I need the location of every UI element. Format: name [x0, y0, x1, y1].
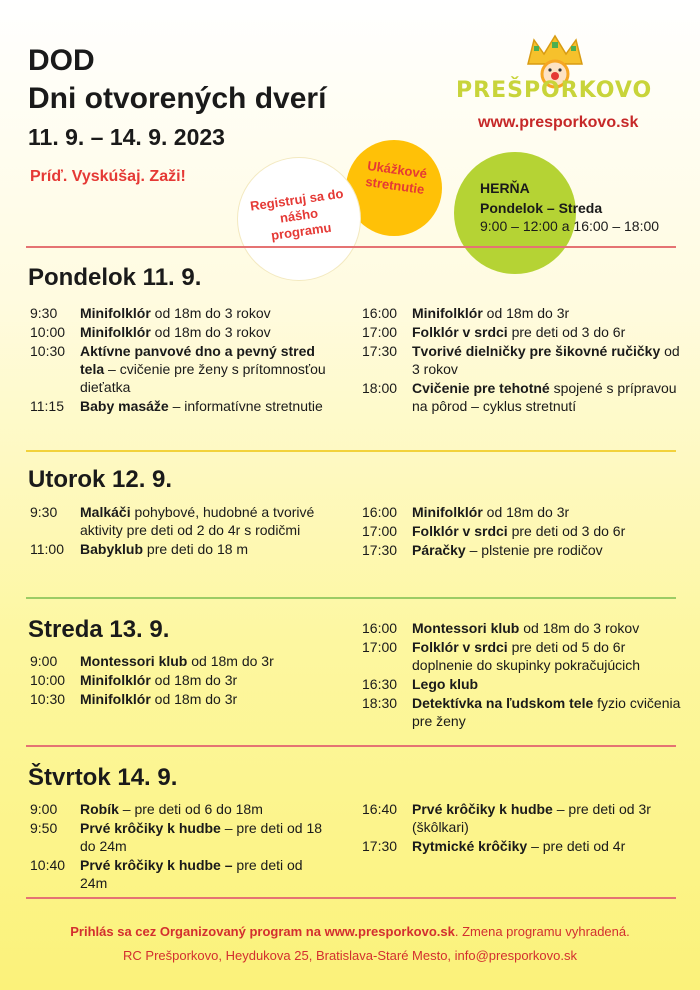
schedule-row: [30, 323, 330, 341]
activity-name: Montessori klub: [80, 653, 188, 669]
activity-details: od 18m do 3r: [150, 672, 238, 688]
title-dod: DOD: [28, 44, 95, 77]
schedule-tue-right: [362, 503, 682, 560]
activity-details: pre deti od 5 do 6r doplnenie do skupinky pokračujúcich: [412, 639, 641, 673]
activity-name: Tvorivé dielničky pre šikovné ručičky: [412, 343, 661, 359]
schedule-time: 16:00: [362, 504, 398, 520]
activity-name: Babyklub: [80, 541, 144, 557]
herna-days: Pondelok – Streda: [480, 200, 603, 216]
slogan: Príď. Vyskúšaj. Zaži!: [30, 168, 186, 185]
activity-name: Prvé krôčiky k hudbe: [80, 820, 221, 836]
schedule-time: 10:00: [30, 672, 66, 688]
activity-details: pre deti od 3 do 6r: [507, 523, 626, 539]
activity-details: – cvičenie pre ženy s prítomnosťou dieťatka: [80, 361, 326, 395]
schedule-activity: [80, 503, 330, 539]
register-text: Registruj sa do nášho programu: [249, 185, 345, 243]
footer-address: RC Prešporkovo, Heydukova 25, Bratislava-Staré Mesto, info@presporkovo.sk: [123, 948, 577, 963]
schedule-activity: [412, 379, 682, 415]
activity-details: pre deti od 24m: [80, 857, 303, 891]
schedule-time: 17:30: [362, 838, 398, 854]
schedule-time: 10:30: [30, 691, 66, 707]
schedule-time: 17:30: [362, 343, 398, 359]
schedule-activity: [412, 694, 682, 730]
activity-name: Lego klub: [412, 676, 479, 692]
activity-name: Malkáči: [80, 504, 131, 520]
schedule-activity: [80, 819, 330, 855]
schedule-row: [30, 503, 330, 539]
herna-title: HERŇA: [480, 180, 530, 196]
schedule-time: 10:40: [30, 857, 66, 873]
schedule-row: [362, 694, 682, 730]
divider: [26, 246, 676, 248]
schedule-activity: [80, 690, 330, 708]
schedule-time: 18:30: [362, 695, 398, 711]
schedule-activity: [412, 675, 682, 693]
activity-name: Rytmické krôčiky: [412, 838, 528, 854]
schedule-time: 11:15: [30, 398, 64, 414]
activity-details: fyzio cvičenia pre ženy: [412, 695, 681, 729]
schedule-activity: [80, 323, 330, 341]
schedule-row: [30, 690, 330, 708]
activity-name: Minifolklór: [80, 672, 151, 688]
activity-details: od 18m do 3r: [482, 305, 570, 321]
schedule-row: [30, 397, 330, 415]
activity-name: Folklór v srdci: [412, 324, 508, 340]
schedule-time: 17:00: [362, 324, 398, 340]
schedule-row: [30, 856, 330, 892]
schedule-activity: [80, 397, 330, 415]
schedule-activity: [412, 800, 682, 836]
schedule-row: [362, 837, 682, 855]
activity-details: od 18m do 3r: [187, 653, 274, 669]
logo-url[interactable]: www.presporkovo.sk: [478, 114, 639, 131]
sample-text: Ukážkové stretnutie: [364, 157, 428, 197]
schedule-tue-left: [30, 503, 330, 559]
schedule-mon-right: [362, 304, 682, 416]
divider: [26, 597, 676, 599]
activity-details: od 18m do 3 rokov: [150, 324, 271, 340]
activity-details: – plstenie pre rodičov: [465, 542, 603, 558]
activity-name: Cvičenie pre tehotné: [412, 380, 550, 396]
schedule-time: 17:30: [362, 542, 398, 558]
schedule-time: 9:00: [30, 653, 58, 669]
activity-details: pre deti do 18 m: [143, 541, 249, 557]
schedule-row: [362, 541, 682, 559]
schedule-row: [362, 522, 682, 540]
activity-details: od 18m do 3 rokov: [150, 305, 271, 321]
day-heading-tue: Utorok 12. 9.: [28, 466, 173, 493]
day-heading-mon: Pondelok 11. 9.: [28, 264, 202, 291]
activity-details: pohybové, hudobné a tvorivé aktivity pre deti od 2 do 4r s rodičmi: [80, 504, 315, 538]
schedule-row: [362, 503, 682, 521]
schedule-thu-left: [30, 800, 330, 893]
divider: [26, 450, 676, 452]
schedule-time: 16:00: [362, 305, 398, 321]
activity-details: – pre deti od 3r (škôlkari): [412, 801, 651, 835]
schedule-time: 18:00: [362, 380, 398, 396]
divider: [26, 897, 676, 899]
register-circle: [238, 158, 360, 280]
schedule-activity: [412, 638, 682, 674]
schedule-activity: [80, 652, 330, 670]
footer-note: . Zmena programu vyhradená.: [454, 924, 630, 939]
activity-details: od 18m do 3 rokov: [519, 620, 640, 636]
activity-name: Baby masáže: [80, 398, 169, 414]
activity-name: Minifolklór: [412, 305, 483, 321]
schedule-activity: [80, 800, 330, 818]
schedule-activity: [412, 522, 682, 540]
schedule-time: 9:30: [30, 305, 58, 321]
activity-details: pre deti od 3 do 6r: [507, 324, 626, 340]
schedule-activity: [412, 342, 682, 378]
schedule-activity: [412, 503, 682, 521]
schedule-row: [362, 638, 682, 674]
activity-details: od 18m do 3r: [150, 691, 238, 707]
schedule-row: [362, 379, 682, 415]
activity-name: Páračky: [412, 542, 466, 558]
schedule-row: [362, 619, 682, 637]
schedule-row: [30, 342, 330, 396]
logo-wordmark: PREŠPORKOVO: [456, 78, 653, 103]
schedule-activity: [80, 540, 330, 558]
activity-details: spojené s prípravou na pôrod – cyklus stretnutí: [412, 380, 677, 414]
divider: [26, 745, 676, 747]
sample-circle: [346, 140, 442, 236]
activity-name: Detektívka na ľudskom tele: [412, 695, 594, 711]
schedule-row: [30, 671, 330, 689]
schedule-activity: [412, 619, 682, 637]
schedule-row: [362, 304, 682, 322]
schedule-row: [30, 540, 330, 558]
schedule-time: 9:50: [30, 820, 58, 836]
title-dni: Dni otvorených dverí: [28, 82, 327, 115]
schedule-row: [30, 652, 330, 670]
schedule-row: [30, 800, 330, 818]
schedule-time: 16:40: [362, 801, 398, 817]
schedule-time: 9:30: [30, 504, 58, 520]
herna-hours: 9:00 – 12:00 a 16:00 – 18:00: [480, 218, 660, 234]
activity-details: – pre deti od 18 do 24m: [80, 820, 323, 854]
schedule-activity: [412, 304, 682, 322]
activity-name: Folklór v srdci: [412, 523, 508, 539]
schedule-row: [30, 304, 330, 322]
activity-name: Montessori klub: [412, 620, 520, 636]
activity-name: Prvé krôčiky k hudbe –: [80, 857, 233, 873]
schedule-activity: [412, 541, 682, 559]
schedule-mon-left: [30, 304, 330, 416]
schedule-time: 10:00: [30, 324, 66, 340]
schedule-activity: [80, 304, 330, 322]
activity-details: – pre deti od 4r: [527, 838, 626, 854]
schedule-activity: [80, 856, 330, 892]
footer-signup-link[interactable]: Prihlás sa cez Organizovaný program na www.presporkovo.sk: [70, 924, 455, 939]
schedule-wed-left: [30, 652, 330, 709]
day-heading-wed: Streda 13. 9.: [28, 616, 170, 643]
activity-name: Robík: [80, 801, 119, 817]
activity-name: Minifolklór: [80, 691, 151, 707]
schedule-row: [30, 819, 330, 855]
activity-name: Minifolklór: [412, 504, 483, 520]
schedule-row: [362, 675, 682, 693]
schedule-time: 17:00: [362, 639, 398, 655]
event-dates: 11. 9. – 14. 9. 2023: [28, 124, 225, 150]
schedule-time: 10:30: [30, 343, 66, 359]
schedule-time: 17:00: [362, 523, 398, 539]
schedule-activity: [412, 837, 682, 855]
activity-name: Aktívne panvové dno a pevný stred tela: [80, 343, 315, 377]
footer-signup: [0, 924, 700, 939]
activity-name: Minifolklór: [80, 305, 151, 321]
schedule-thu-right: [362, 800, 682, 856]
activity-name: Minifolklór: [80, 324, 151, 340]
schedule-time: 16:00: [362, 620, 398, 636]
activity-details: od 18m do 3r: [482, 504, 570, 520]
activity-details: – informatívne stretnutie: [168, 398, 323, 414]
schedule-time: 9:00: [30, 801, 58, 817]
day-heading-thu: Štvrtok 14. 9.: [28, 764, 178, 791]
activity-name: Prvé krôčiky k hudbe: [412, 801, 553, 817]
schedule-time: 16:30: [362, 676, 398, 692]
schedule-activity: [80, 671, 330, 689]
activity-name: Folklór v srdci: [412, 639, 508, 655]
schedule-activity: [412, 323, 682, 341]
schedule-row: [362, 323, 682, 341]
activity-details: – pre deti od 6 do 18m: [118, 801, 263, 817]
schedule-activity: [80, 342, 330, 396]
schedule-row: [362, 342, 682, 378]
activity-details: od 3 rokov: [412, 343, 680, 377]
schedule-row: [362, 800, 682, 836]
schedule-wed-right: [362, 619, 682, 731]
schedule-time: 11:00: [30, 541, 64, 557]
